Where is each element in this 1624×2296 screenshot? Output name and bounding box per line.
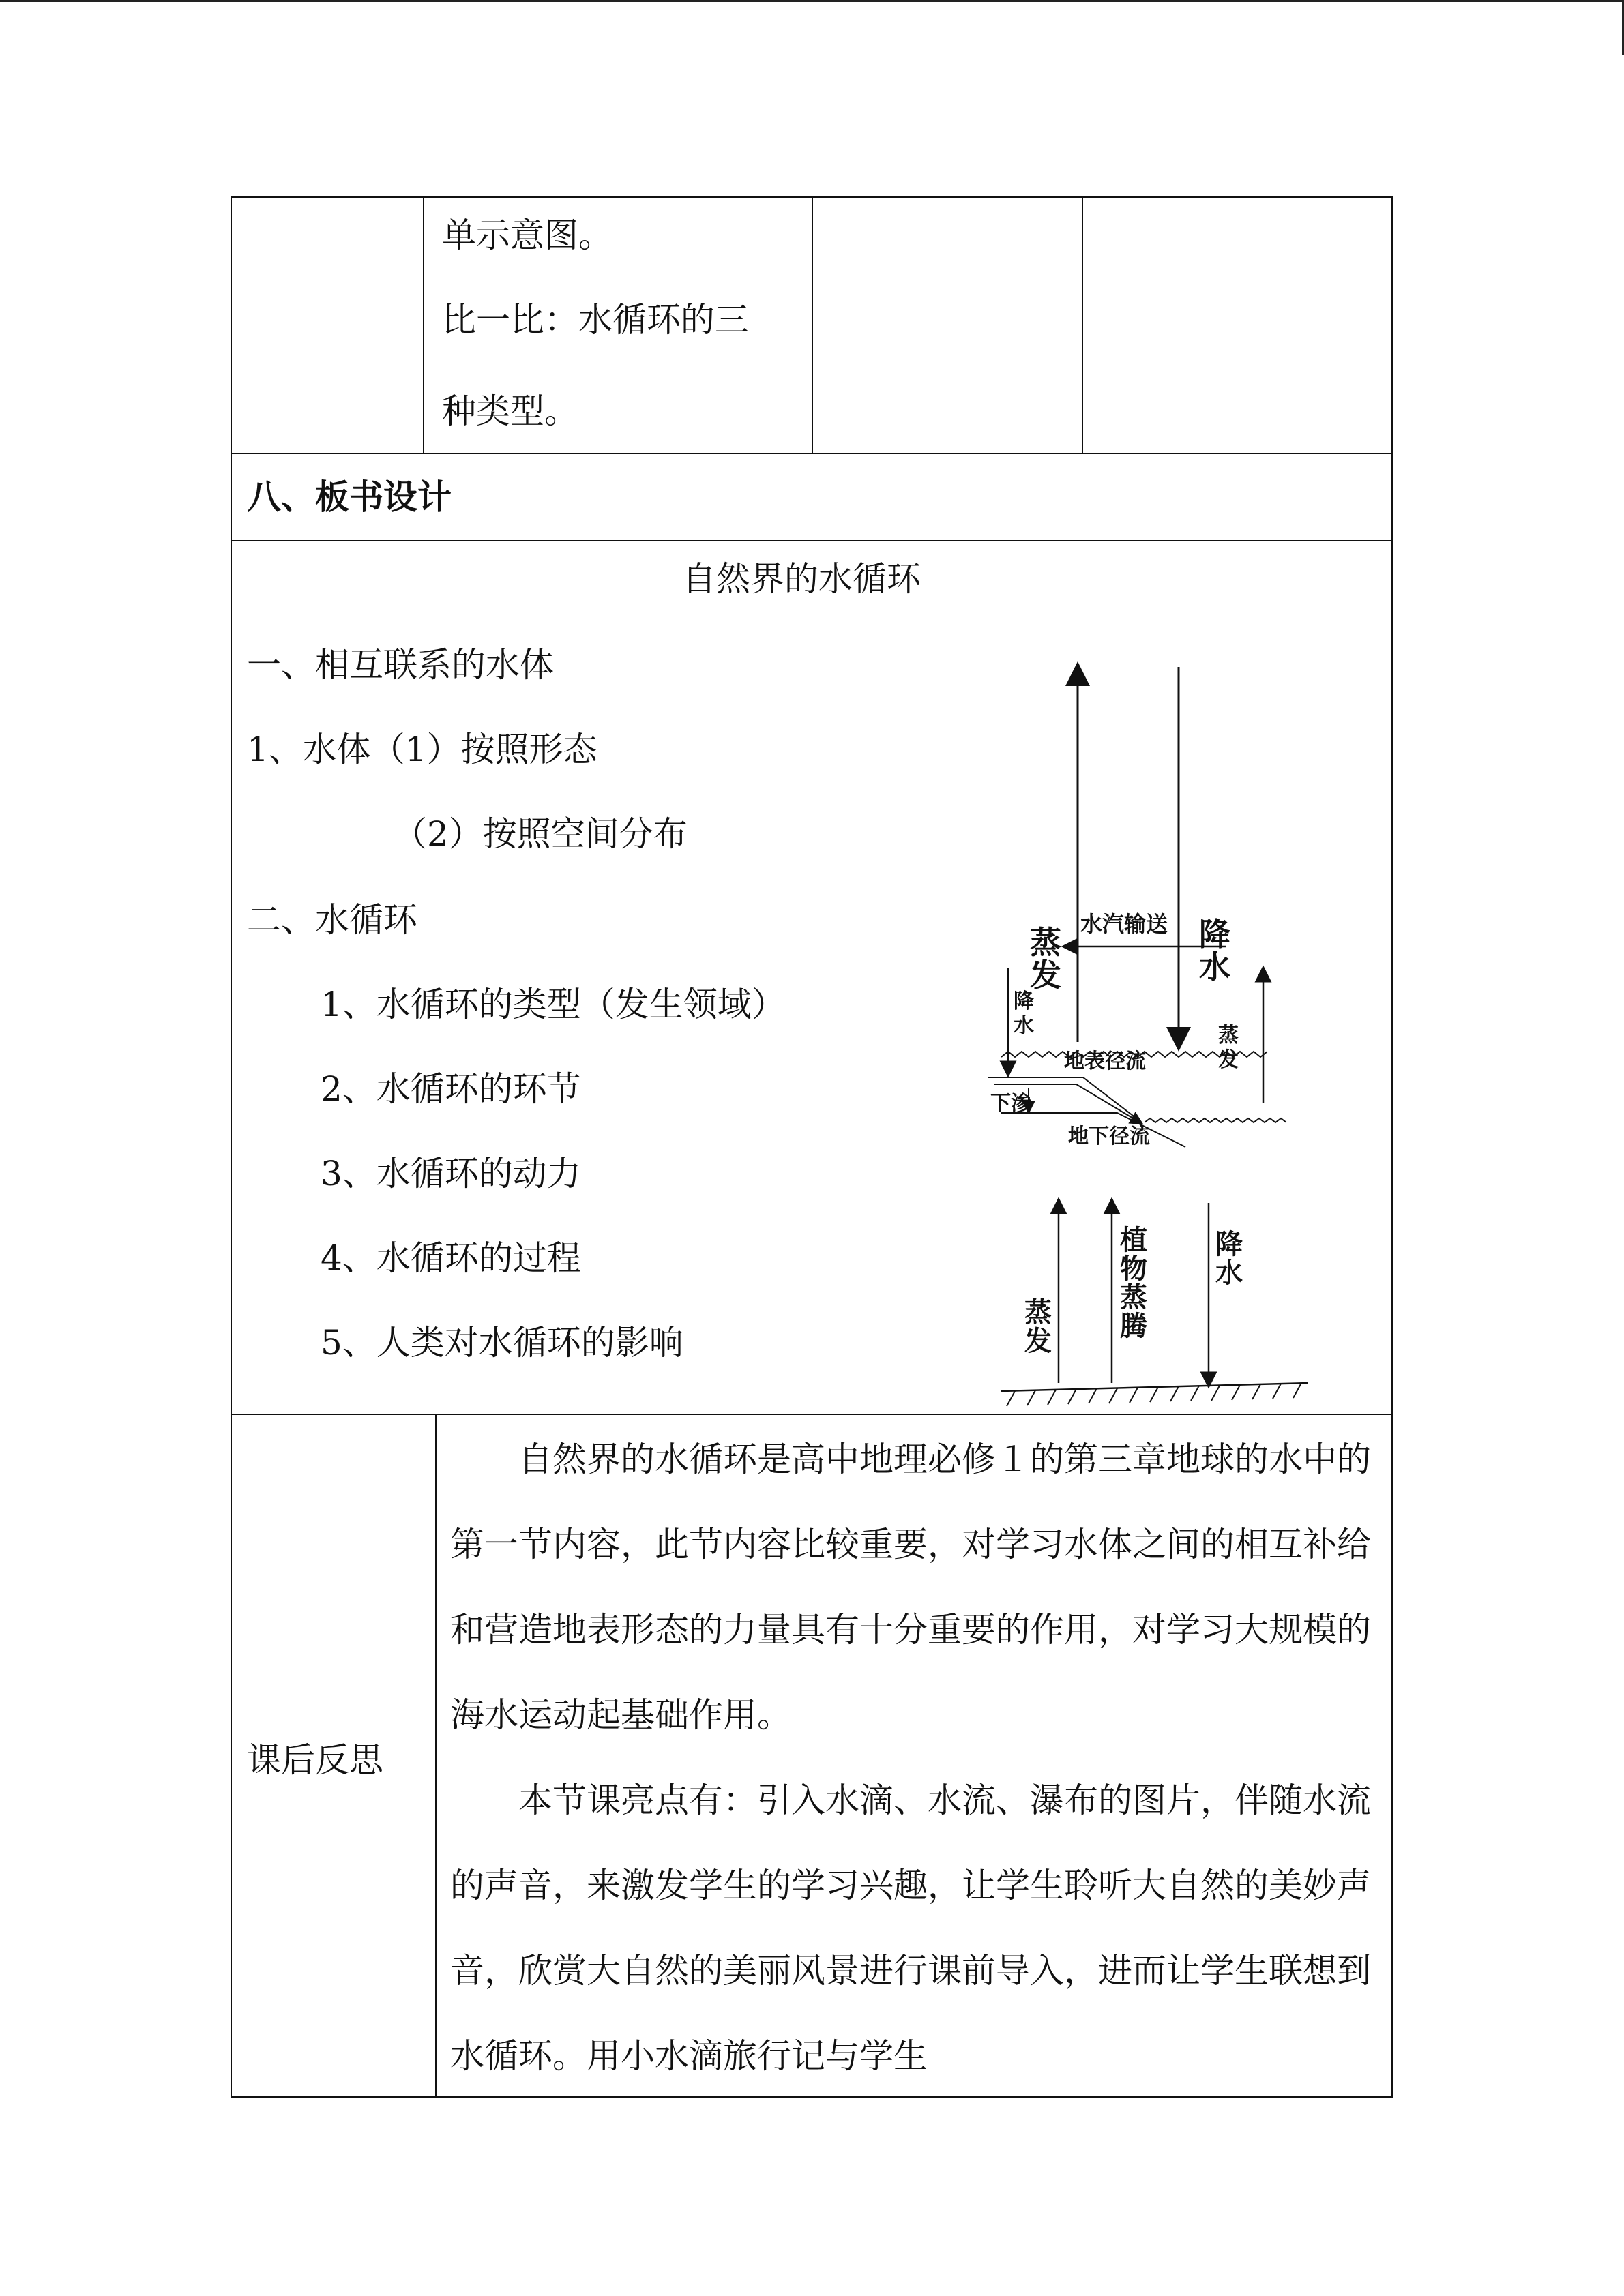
row1-line-2: 比一比：水循环的三 xyxy=(442,300,749,340)
board-outline-item: 一、相互联系的水体 xyxy=(247,645,554,685)
row1-divider-3 xyxy=(1082,196,1083,453)
row1-line-3: 种类型。 xyxy=(442,391,578,431)
row1-divider-2 xyxy=(812,196,813,453)
page-top-border xyxy=(0,0,1624,2)
ground-line xyxy=(1001,1383,1308,1391)
reflection-body xyxy=(450,1417,1378,2099)
board-outline-item: 4、水循环的过程 xyxy=(321,1238,581,1278)
groundwater-runoff-label: 地下径流 xyxy=(1068,1124,1150,1148)
evaporation-label: 蒸 xyxy=(1024,1297,1052,1328)
board-outline-item: 1、水体（1）按照形态 xyxy=(247,730,597,769)
evaporation-label: 发 xyxy=(1024,1326,1052,1357)
board-outline-item: 二、水循环 xyxy=(247,900,417,940)
evaporation-label: 蒸 xyxy=(1218,1024,1239,1047)
table-border-left xyxy=(231,196,232,2098)
transpiration-label: 物 xyxy=(1120,1253,1147,1285)
precipitation-label: 水 xyxy=(1215,1257,1243,1289)
board-outline-item: 1、水循环的类型（发生领域） xyxy=(321,985,786,1024)
board-title: 自然界的水循环 xyxy=(682,559,921,599)
sea-land-cycle-diagram xyxy=(981,906,1349,1165)
precipitation-label: 降 xyxy=(1199,916,1230,953)
table-rule-section8 xyxy=(231,540,1393,541)
evaporation-label: 蒸 xyxy=(1030,924,1061,961)
precipitation-label: 水 xyxy=(1199,949,1230,985)
table-border-right xyxy=(1391,196,1393,2098)
board-outline-item: 5、人类对水循环的影响 xyxy=(321,1323,683,1362)
precipitation-label: 水 xyxy=(1014,1014,1034,1038)
row1-line-1: 单示意图。 xyxy=(442,215,612,255)
table-rule-board xyxy=(231,1414,1393,1415)
section-heading: 八、板书设计 xyxy=(247,477,452,517)
transpiration-label: 蒸 xyxy=(1120,1282,1147,1313)
evaporation-label: 发 xyxy=(1218,1048,1239,1072)
reflection-label: 课后反思 xyxy=(247,1740,383,1780)
transpiration-label: 植 xyxy=(1120,1225,1147,1256)
sea-wave-line xyxy=(1145,1118,1286,1122)
precipitation-label: 降 xyxy=(1215,1229,1243,1260)
lesson-table xyxy=(231,196,1393,2098)
vapor-transport-label: 水汽输送 xyxy=(1080,911,1168,937)
board-outline-item: 2、水循环的环节 xyxy=(321,1069,581,1109)
evaporation-label: 发 xyxy=(1030,957,1061,994)
reflection-divider xyxy=(435,1414,437,2097)
transpiration-label: 腾 xyxy=(1120,1311,1147,1342)
precipitation-label: 降 xyxy=(1014,989,1034,1013)
infiltration-label: 下渗 xyxy=(990,1092,1031,1116)
row1-divider-1 xyxy=(423,196,424,453)
reflection-paragraph: 本节课亮点有：引入水滴、水流、瀑布的图片，伴随水流的声音，来激发学生的学习兴趣，让学生聆听大自然的美妙声音，欣赏大自然的美丽风景进行课前导入，进而让学生联想到水循环。用小水滴旅行记与学生 xyxy=(450,1780,1371,2076)
surface-runoff-label: 地表径流 xyxy=(1064,1049,1146,1073)
board-outline-item: 3、水循环的动力 xyxy=(321,1154,581,1193)
reflection-paragraph: 自然界的水循环是高中地理必修１的第三章地球的水中的第一节内容，此节内容比较重要，对学习水体之间的相互补给和营造地表形态的力量具有十分重要的作用，对学习大规模的海水运动起基础作用。 xyxy=(450,1440,1371,1735)
board-outline-item: （2）按照空间分布 xyxy=(393,814,688,854)
land-cycle-diagram xyxy=(994,1178,1349,1410)
